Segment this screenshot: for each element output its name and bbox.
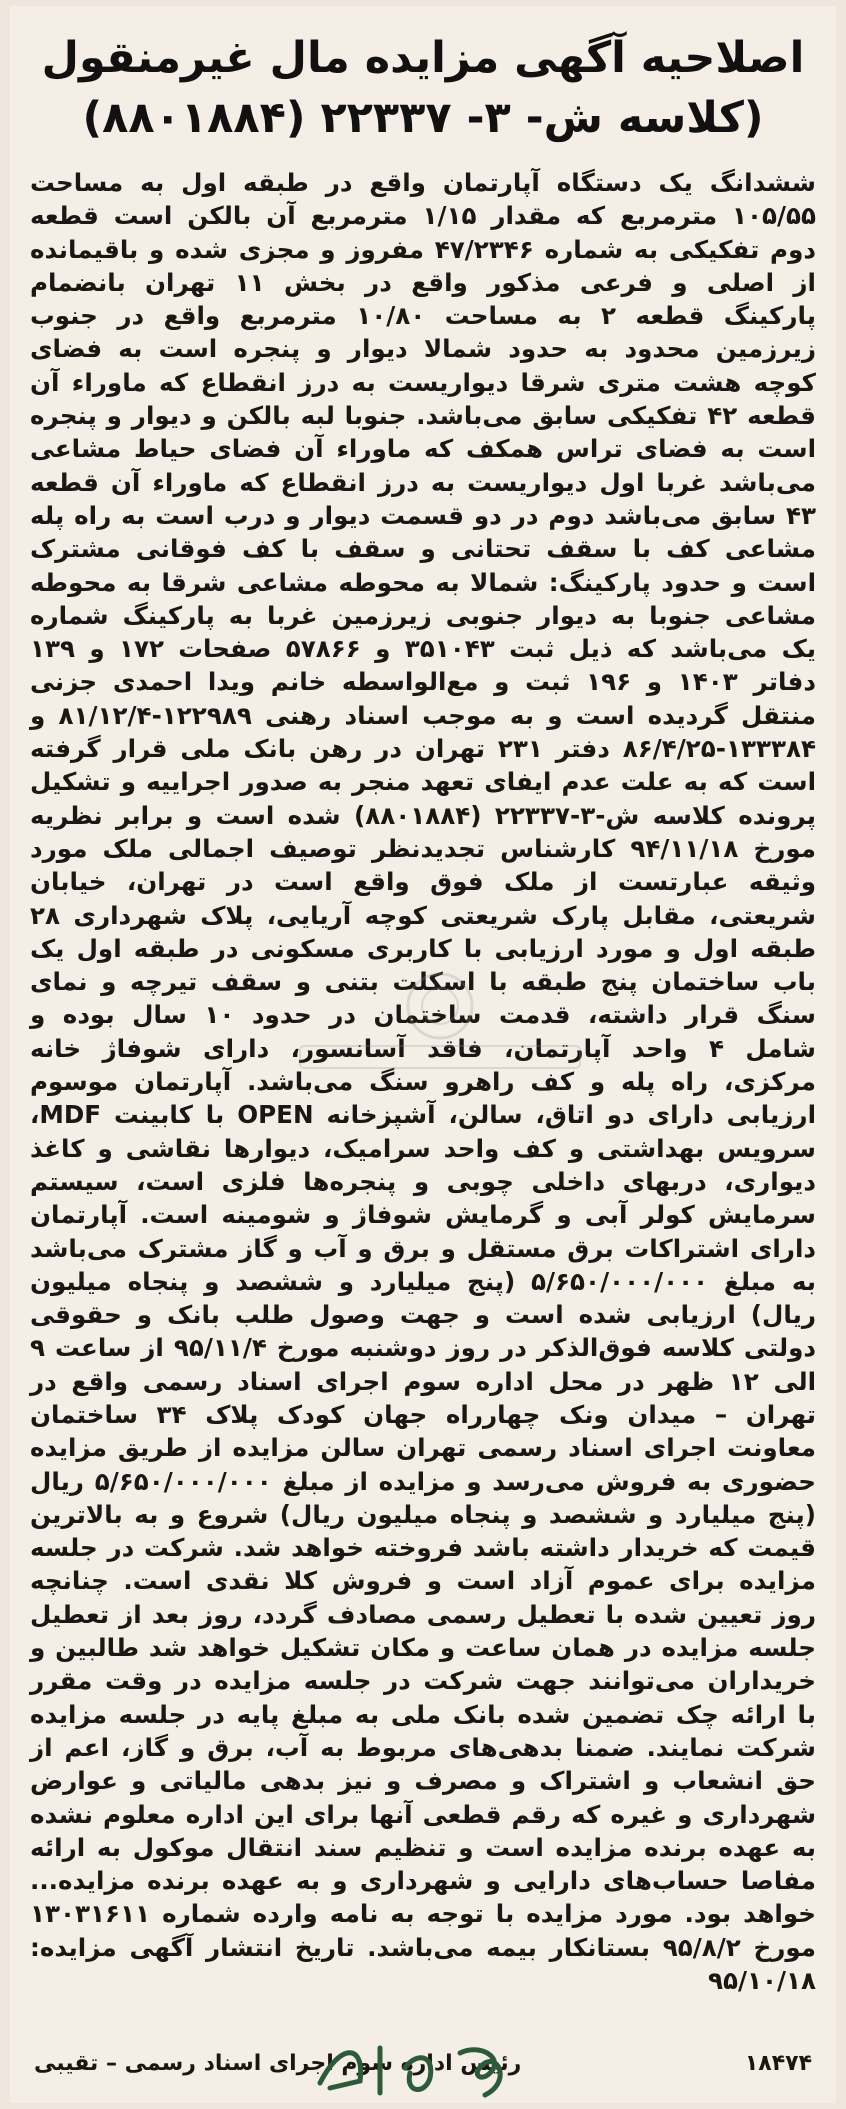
newspaper-clipping bbox=[10, 6, 836, 2103]
ad-code: ۱۸۴۷۴ bbox=[744, 2050, 812, 2076]
headline-case-number: (کلاسه ش- ۳- ۲۲۳۳۷ (۸۸۰۱۸۸۴) bbox=[82, 93, 764, 143]
headline-title: اصلاحیه آگهی مزایده مال غیرمنقول bbox=[41, 33, 805, 83]
signature-line: رئیس اداره سوم اجرای اسناد رسمی – تقیبی bbox=[34, 2050, 522, 2076]
headline bbox=[10, 6, 836, 148]
notice-body: ششدانگ یک دستگاه آپارتمان واقع در طبقه اول به مساحت ۱۰۵/۵۵ مترمربع که مقدار ۱/۱۵ مترمربع آن بالکن است قطعه دوم تفکیکی به شماره ۴۷/۲۳۴۶ مفروز و مجزی شده و باقیمانده از اصلی و فرعی مذکور واقع در بخش ۱۱ تهران بانضمام پارکینگ قطعه ۲ به مساحت ۱۰/۸۰ مترمربع واقع در جنوب زیرزمین محدود به حدود شمالا دیوار و پنجره است به فضای کوچه هشت متری شرقا دیواریست به درز انقطاع که ماوراء آن قطعه ۴۲ تفکیکی سابق می‌باشد. جنوبا لبه بالکن و دیوار و پنجره است به فضای تراس همکف که ماوراء آن فضای حیاط مشاعی می‌باشد غربا اول دیواریست به درز انقطاع که ماوراء آن قطعه ۴۳ سابق می‌باشد دوم در دو قسمت دیوار و درب است به راه پله مشاعی کف با سقف تحتانی و سقف با کف فوقانی مشترک است و حدود پارکینگ: شمالا به محوطه مشاعی شرقا به محوطه مشاعی جنوبا به دیوار جنوبی زیرزمین غربا به پارکینگ شماره یک می‌باشد که ذیل ثبت ۳۵۱۰۴۳ و ۵۷۸۶۶ صفحات ۱۷۲ و ۱۳۹ دفاتر ۱۴۰۳ و ۱۹۶ ثبت و مع‌الواسطه خانم ویدا احمدی جزنی منتقل گردیده است و به موجب اسناد رهنی ۱۲۲۹۸۹-۸۱/۱۲/۴ و ۱۳۳۳۸۴-۸۶/۴/۲۵ دفتر ۲۳۱ تهران در رهن بانک ملی قرار گرفته است که به علت عدم ایفای تعهد منجر به صدور اجراییه و تشکیل پرونده کلاسه ش-۳-۲۲۳۳۷ (۸۸۰۱۸۸۴) شده است و برابر نظریه مورخ ۹۴/۱۱/۱۸ کارشناس تجدیدنظر توصیف اجمالی ملک مورد وثیقه عبارتست از ملک فوق واقع است در تهران، خیابان شریعتی، مقابل پارک شریعتی کوچه آریایی، پلاک شهرداری ۲۸ طبقه اول و مورد ارزیابی با کاربری مسکونی در طبقه اول یک باب ساختمان پنج طبقه با اسکلت بتنی و سقف تیرچه و نمای سنگ قرار داشته، قدمت ساختمان در حدود ۱۰ سال بوده و شامل ۴ واحد آپارتمان، فاقد آسانسور، دارای شوفاژ خانه مرکزی، راه پله و کف راهرو سنگ می‌باشد. آپارتمان موسوم ارزیابی دارای دو اتاق، سالن، آشپزخانه OPEN با کابینت MDF، سرویس بهداشتی و کف واحد سرامیک، دیوارها نقاشی و کاغذ دیواری، دربهای داخلی چوبی و پنجره‌ها فلزی است، سیستم سرمایش کولر آبی و گرمایش شوفاژ و شومینه است. آپارتمان دارای اشتراکات برق مستقل و برق و آب و گاز مشترک می‌باشد به مبلغ ۵/۶۵۰/۰۰۰/۰۰۰ (پنج میلیارد و ششصد و پنجاه میلیون ریال) ارزیابی شده است و جهت وصول طلب بانک و حقوقی دولتی کلاسه فوق‌الذکر در روز دوشنبه مورخ ۹۵/۱۱/۴ از ساعت ۹ الی ۱۲ ظهر در محل اداره سوم اجرای اسناد رسمی واقع در تهران – میدان ونک چهارراه جهان کودک پلاک ۳۴ ساختمان معاونت اجرای اسناد رسمی تهران سالن مزایده از طریق مزایده حضوری به فروش می‌رسد و مزایده از مبلغ ۵/۶۵۰/۰۰۰/۰۰۰ ریال (پنج میلیارد و ششصد و پنجاه میلیون ریال) شروع و به بالاترین قیمت که خریدار داشته باشد فروخته خواهد شد. شرکت در جلسه مزایده برای عموم آزاد است و فروش کلا نقدی است. چنانچه روز تعیین شده با تعطیل رسمی مصادف گردد، روز بعد از تعطیل جلسه مزایده در همان ساعت و مکان تشکیل خواهد شد طالبین و خریداران می‌توانند جهت شرکت در جلسه مزایده در وقت مقرر با ارائه چک تضمین شده بانک ملی به مبلغ پایه در جلسه مزایده شرکت نمایند. ضمنا بدهی‌های مربوط به آب، برق و گاز، اعم از حق انشعاب و اشتراک و مصرف و نیز بدهی مالیاتی و عوارض شهرداری و غیره که رقم قطعی آنها برای این اداره معلوم نشده به عهده برنده مزایده است و تنظیم سند انتقال موکول به ارائه مفاصا حساب‌های دارایی و شهرداری و به عهده برنده مزایده... خواهد بود. مورد مزایده با توجه به نامه وارده شماره ۱۳۰۳۱۶۱۱ مورخ ۹۵/۸/۲ بستانکار بیمه می‌باشد. تاریخ انتشار آگهی مزایده: ۹۵/۱۰/۱۸ bbox=[30, 168, 817, 1996]
handwritten-number-icon bbox=[310, 2033, 520, 2103]
watermark-logo-icon bbox=[260, 966, 620, 1076]
